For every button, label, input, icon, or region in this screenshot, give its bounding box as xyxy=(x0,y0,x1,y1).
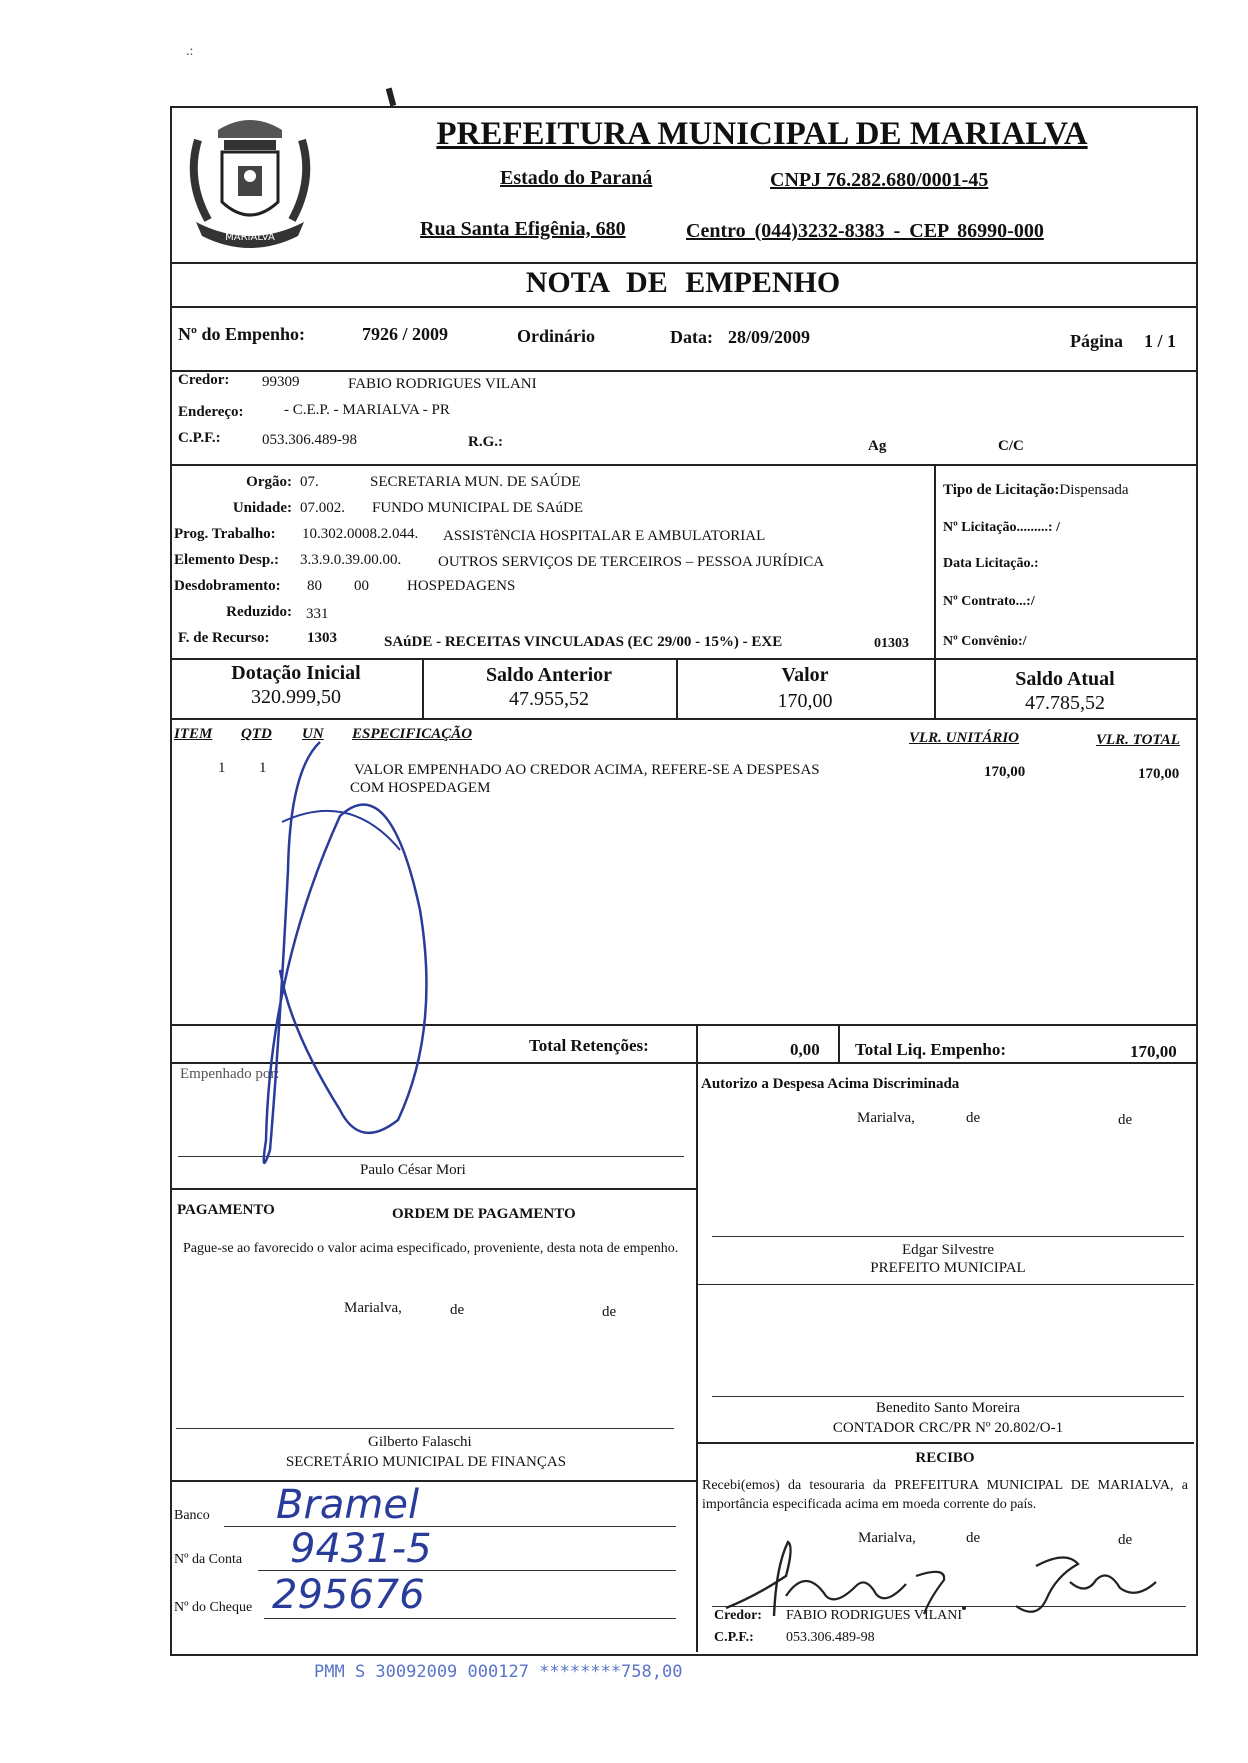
recurso-name: SAúDE - RECEITAS VINCULADAS (EC 29/00 - 15%) - EXE xyxy=(384,634,783,650)
pagamento-de-1: de xyxy=(450,1302,465,1318)
licitacao-type-label: Tipo de Licitação: xyxy=(943,482,1060,498)
unidade-label: Unidade: xyxy=(232,500,292,516)
page-number: 1 / 1 xyxy=(1144,331,1177,351)
saldo-anterior-value: 47.955,52 xyxy=(509,688,589,710)
document-title: NOTA DE EMPENHO xyxy=(525,266,841,299)
row-total-value: 170,00 xyxy=(1138,766,1180,782)
credor-code: 99309 xyxy=(262,374,300,390)
reduzido-label: Reduzido: xyxy=(226,604,292,620)
conta-value: 9431-5 xyxy=(290,1526,432,1572)
empenhado-label: Empenhado por: xyxy=(180,1066,280,1082)
desdobramento-name: HOSPEDAGENS xyxy=(407,578,516,594)
orgao-code: 07. xyxy=(300,474,319,490)
reduzido-value: 331 xyxy=(306,606,329,622)
autorizo-city: Marialva, xyxy=(857,1110,915,1126)
recibo-city: Marialva, xyxy=(858,1530,916,1546)
credor-rg-label: R.G.: xyxy=(468,434,503,450)
credor-address-label: Endereço: xyxy=(178,404,244,420)
punch-mark xyxy=(386,88,396,107)
col-un: UN xyxy=(302,726,324,742)
elemento-code: 3.3.9.0.39.00.00. xyxy=(300,552,402,568)
unidade-code: 07.002. xyxy=(300,500,345,516)
header-title: PREFEITURA MUNICIPAL DE MARIALVA xyxy=(436,116,1088,152)
prog-label: Prog. Trabalho: xyxy=(174,526,276,542)
saldo-atual-value: 47.785,52 xyxy=(1025,692,1105,714)
empenho-number-label: Nº do Empenho: xyxy=(178,324,305,344)
row-spec-line-1: VALOR EMPENHADO AO CREDOR ACIMA, REFERE-SE A DESPESAS xyxy=(354,762,820,778)
orgao-name: SECRETARIA MUN. DE SAÚDE xyxy=(370,474,581,490)
banco-value: Bramel xyxy=(276,1482,420,1528)
crest-banner-text: MARIALVA xyxy=(225,232,275,243)
credor-cpf: 053.306.489-98 xyxy=(262,432,357,448)
recibo-de-2: de xyxy=(1118,1532,1133,1548)
row-unit-value: 170,00 xyxy=(984,764,1026,780)
pagamento-city: Marialva, xyxy=(344,1300,402,1316)
empenho-date: 28/09/2009 xyxy=(728,327,811,347)
page-label: Página xyxy=(1070,331,1124,351)
pagamento-de-2: de xyxy=(602,1304,617,1320)
contador-name: Benedito Santo Moreira xyxy=(875,1400,1021,1416)
recibo-text: Recebi(emos) da tesouraria da PREFEITURA MUNICIPAL DE MARIALVA, a importância especificada acima em moeda corrente do país. xyxy=(702,1478,1188,1512)
empenho-signature xyxy=(230,730,450,1190)
elemento-name: OUTROS SERVIÇOS DE TERCEIROS – PESSOA JURÍDICA xyxy=(438,554,825,570)
finance-signer-name: Gilberto Falaschi xyxy=(368,1434,472,1450)
header-state: Estado do Paraná xyxy=(500,167,653,189)
autorizo-label: Autorizo a Despesa Acima Discriminada xyxy=(701,1076,960,1092)
prog-code: 10.302.0008.2.044. xyxy=(302,526,419,542)
header-contact: Centro (044)3232-8383 - CEP 86990-000 xyxy=(686,220,1044,242)
header-address: Rua Santa Efigênia, 680 xyxy=(420,218,626,240)
cheque-value: 295676 xyxy=(272,1572,425,1618)
col-spec: ESPECIFICAÇÃO xyxy=(352,726,473,742)
licitacao-type xyxy=(943,482,1129,499)
autorizo-de-1: de xyxy=(966,1110,981,1126)
dotacao-label: Dotação Inicial xyxy=(231,662,361,684)
ordem-pagamento-label: ORDEM DE PAGAMENTO xyxy=(392,1206,576,1222)
credor-name: FABIO RODRIGUES VILANI xyxy=(348,376,537,392)
licitacao-date: Data Licitação.: xyxy=(943,556,1039,571)
valor-value: 170,00 xyxy=(777,690,833,712)
empenho-type: Ordinário xyxy=(517,326,596,346)
credor-label: Credor: xyxy=(178,372,230,388)
header-cnpj: CNPJ 76.282.680/0001-45 xyxy=(770,169,989,191)
empenho-number: 7926 / 2009 xyxy=(362,324,449,344)
finance-signer-role: SECRETÁRIO MUNICIPAL DE FINANÇAS xyxy=(285,1454,567,1470)
recibo-cpf: 053.306.489-98 xyxy=(786,1630,875,1645)
row-item: 1 xyxy=(218,760,226,776)
credor-cc-label: C/C xyxy=(998,438,1024,454)
contador-role: CONTADOR CRC/PR Nº 20.802/O-1 xyxy=(832,1420,1064,1436)
row-qtd: 1 xyxy=(259,760,267,776)
liquido-value: 170,00 xyxy=(1130,1042,1177,1061)
banco-label: Banco xyxy=(174,1508,210,1523)
scan-mark: .: xyxy=(186,44,194,59)
orgao-label: Orgão: xyxy=(246,474,292,490)
desdobramento-code-1: 80 xyxy=(307,578,322,594)
recibo-de-1: de xyxy=(966,1530,981,1546)
credor-cpf-label: C.P.F.: xyxy=(178,430,221,446)
dotacao-value: 320.999,50 xyxy=(251,686,341,708)
col-unit-value: VLR. UNITÁRIO xyxy=(909,730,1020,746)
recurso-label: F. de Recurso: xyxy=(178,630,270,646)
unidade-name: FUNDO MUNICIPAL DE SAúDE xyxy=(372,500,583,516)
desdobramento-code-2: 00 xyxy=(354,578,369,594)
payment-stamp: PMM S 30092009 000127 ********758,00 xyxy=(314,1662,683,1682)
recibo-cpf-label: C.P.F.: xyxy=(714,1630,754,1645)
row-spec-line-2: COM HOSPEDAGEM xyxy=(350,780,491,796)
elemento-label: Elemento Desp.: xyxy=(174,552,279,568)
pagamento-text: Pague-se ao favorecido o valor acima especificado, proveniente, desta nota de empenho. xyxy=(183,1241,679,1256)
mayor-role: PREFEITO MUNICIPAL xyxy=(870,1260,1026,1276)
autorizo-de-2: de xyxy=(1118,1112,1133,1128)
recibo-credor-label: Credor: xyxy=(714,1608,762,1623)
desdobramento-label: Desdobramento: xyxy=(174,578,281,594)
conta-label: Nº da Conta xyxy=(174,1552,243,1567)
credor-address: - C.E.P. - MARIALVA - PR xyxy=(284,402,450,418)
recibo-credor-name: FABIO RODRIGUES VILANI xyxy=(786,1608,963,1623)
saldo-anterior-label: Saldo Anterior xyxy=(485,664,613,686)
col-item: ITEM xyxy=(174,726,213,742)
col-qtd: QTD xyxy=(241,726,272,742)
municipal-crest xyxy=(178,110,322,260)
liquido-label: Total Liq. Empenho: xyxy=(855,1040,1006,1059)
crest-icon xyxy=(178,110,322,260)
valor-label: Valor xyxy=(781,664,829,686)
contrato-number: Nº Contrato...:/ xyxy=(943,594,1035,609)
saldo-atual-label: Saldo Atual xyxy=(1015,668,1115,690)
licitacao-type-value: Dispensada xyxy=(1059,482,1129,498)
col-total-value: VLR. TOTAL xyxy=(1096,732,1180,748)
recurso-code: 1303 xyxy=(307,630,337,646)
recibo-signature xyxy=(716,1536,1176,1626)
cheque-label: Nº do Cheque xyxy=(174,1600,253,1615)
licitacao-number: Nº Licitação.........: / xyxy=(943,520,1060,535)
pagamento-label: PAGAMENTO xyxy=(177,1202,275,1218)
mayor-name: Edgar Silvestre xyxy=(901,1242,995,1258)
empenho-date-label: Data: xyxy=(670,327,713,347)
retencoes-label: Total Retenções: xyxy=(529,1036,649,1055)
retencoes-value: 0,00 xyxy=(790,1040,820,1059)
empenhado-signer: Paulo César Mori xyxy=(360,1162,466,1178)
convenio-number: Nº Convênio:/ xyxy=(943,634,1027,649)
recibo-title: RECIBO xyxy=(915,1450,975,1466)
credor-ag-label: Ag xyxy=(868,438,887,454)
recurso-number: 01303 xyxy=(874,636,909,651)
prog-name: ASSISTêNCIA HOSPITALAR E AMBULATORIAL xyxy=(443,528,766,544)
